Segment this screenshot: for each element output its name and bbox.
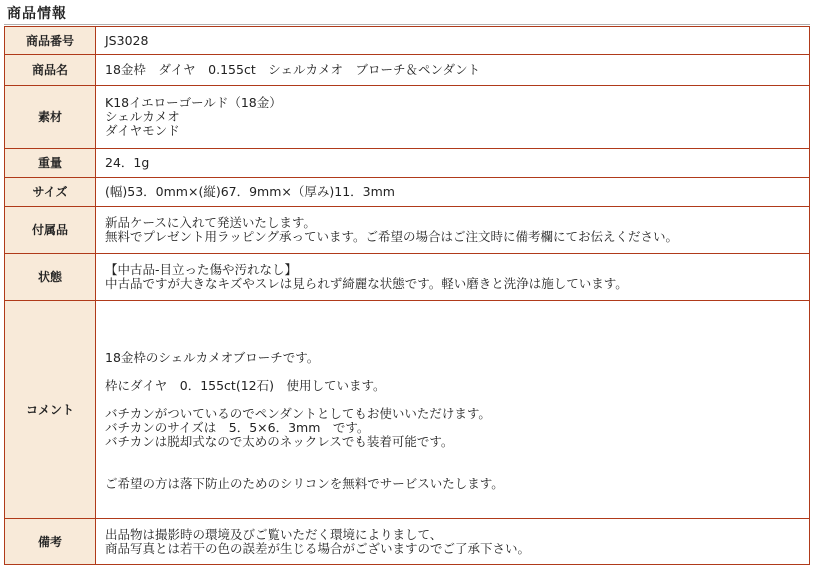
- row-value: [96, 207, 810, 254]
- heading-divider: [4, 24, 810, 25]
- value-line: バチカンがついているのでペンダントとしてもお使いいただけます。: [105, 406, 491, 421]
- value-line: 18金枠のシェルカメオブローチです。: [105, 350, 320, 365]
- row-label: 商品名: [5, 55, 96, 86]
- value-line: (幅)53．0mm×(縦)67．9mm×（厚み)11．3mm: [105, 184, 395, 199]
- blank-line: [105, 365, 805, 379]
- value-line: シェルカメオ: [105, 109, 180, 124]
- table-row: [5, 254, 810, 301]
- row-value: [96, 55, 810, 86]
- table-row: [5, 149, 810, 178]
- value-line: 無料でプレゼント用ラッピング承っています。ご希望の場合はご注文時に備考欄にてお伝えください。: [105, 229, 679, 244]
- value-line: K18イエローゴールド（18金）: [105, 95, 282, 110]
- blank-line: [105, 449, 805, 463]
- table-row: [5, 55, 810, 86]
- value-line: 【中古品-目立った傷や汚れなし】: [105, 262, 298, 277]
- row-value: [96, 519, 810, 565]
- table-row: [5, 178, 810, 207]
- value-line: バチカンは脱却式なので太めのネックレスでも装着可能です。: [105, 434, 454, 449]
- row-value: [96, 178, 810, 207]
- value-line: 24．1g: [105, 155, 150, 170]
- value-line: バチカンのサイズは 5．5×6．3mm です。: [105, 420, 370, 435]
- row-label: 付属品: [5, 207, 96, 254]
- table-row: [5, 207, 810, 254]
- value-line: ご希望の方は落下防止のためのシリコンを無料でサービスいたします。: [105, 476, 504, 491]
- row-value: [96, 27, 810, 55]
- row-label: 状態: [5, 254, 96, 301]
- row-value: [96, 301, 810, 519]
- table-row: [5, 27, 810, 55]
- value-line: 商品写真とは若干の色の誤差が生じる場合がございますのでご了承下さい。: [105, 540, 531, 556]
- row-label: 備考: [5, 519, 96, 565]
- value-line: 枠にダイヤ 0．155ct(12石) 使用しています。: [105, 378, 386, 393]
- table-row: [5, 86, 810, 149]
- section-heading: 商品情報: [7, 6, 67, 22]
- row-label: コメント: [5, 301, 96, 519]
- row-label: 素材: [5, 86, 96, 149]
- row-value: [96, 86, 810, 149]
- blank-line: [105, 337, 805, 351]
- row-label: サイズ: [5, 178, 96, 207]
- value-line: JS3028: [105, 32, 149, 48]
- table-row: [5, 301, 810, 519]
- value-line: 18金枠 ダイヤ 0.155ct シェルカメオ ブローチ＆ペンダント: [105, 62, 481, 77]
- value-line: 中古品ですが大きなキズやスレは見られず綺麗な状態です。軽い磨きと洗浄は施しています。: [105, 276, 628, 291]
- row-value: [96, 254, 810, 301]
- value-line: 新品ケースに入れて発送いたします。: [105, 215, 316, 230]
- value-line: ダイヤモンド: [105, 123, 180, 138]
- row-label: 商品番号: [5, 27, 96, 55]
- row-label: 重量: [5, 149, 96, 178]
- blank-line: [105, 393, 805, 407]
- blank-line: [105, 463, 805, 477]
- value-line: 出品物は撮影時の環境及びご覧いただく環境によりまして、: [105, 526, 443, 542]
- row-value: [96, 149, 810, 178]
- product-info-table: [4, 26, 810, 565]
- table-row: [5, 519, 810, 565]
